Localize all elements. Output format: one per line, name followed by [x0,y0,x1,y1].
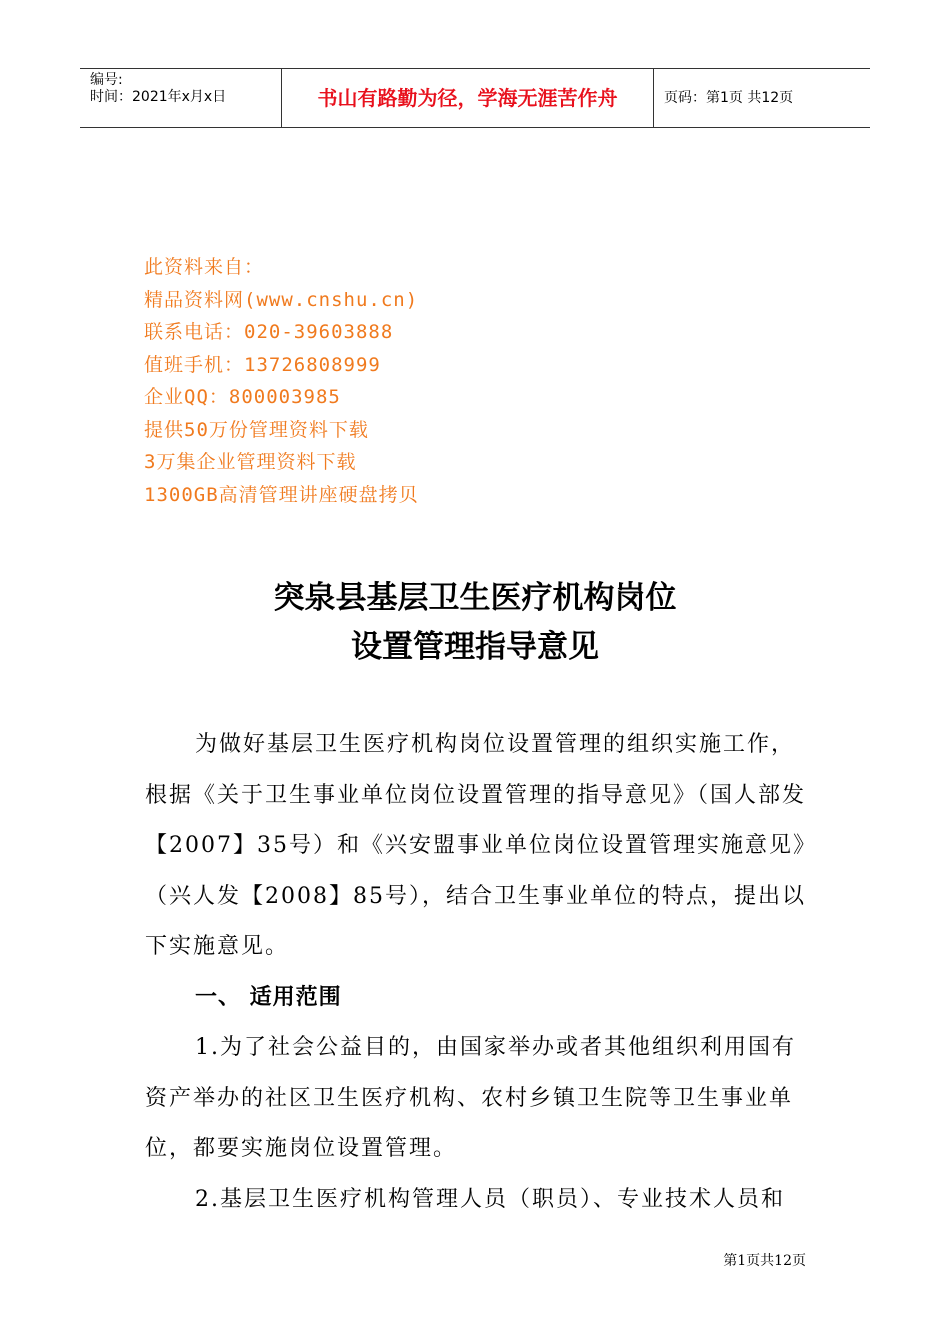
document-title-line2: 设置管理指导意见 [351,629,599,665]
ad-line-phone: 联系电话：020-39603888 [144,321,394,343]
serial-label: 编号: [90,72,123,88]
time-label: 时间：2021年x月x日 [90,89,227,105]
ad-line-mobile: 值班手机：13726808999 [144,353,381,376]
ad-line: 3万集企业管理资料下载 [144,451,357,473]
header-meta-cell [80,69,282,127]
ad-line: 此资料来自： [144,256,265,278]
header-motto: 书山有路勤为径，学海无涯苦作舟 [282,69,654,127]
intro-paragraph: 为做好基层卫生医疗机构岗位设置管理的组织实施工作，根据《关于卫生事业单位岗位设置管理的指导意见》（国人部发【2007】35号）和《兴安盟事业单位岗位设置管理实施意见》（兴人发【2008】85号），结合卫生事业单位的特点，提出以下实施意见。 [145,732,807,959]
footer-page-number: 第1页共12页 [723,1253,806,1269]
ad-line-website: 精品资料网(www.cnshu.cn) [144,288,419,311]
source-info-block [144,251,419,511]
ad-line: 1300GB高清管理讲座硬盘拷贝 [144,483,419,506]
document-header [80,68,870,128]
document-title-line1: 突泉县基层卫生医疗机构岗位 [273,580,677,616]
section-heading: 一、 适用范围 [195,984,342,1010]
header-page-number: 页码：第1页 共12页 [664,90,794,106]
ad-line: 提供50万份管理资料下载 [144,418,369,441]
list-item: 1.为了社会公益目的，由国家举办或者其他组织利用国有资产举办的社区卫生医疗机构、农村乡镇卫生院等卫生事业单位，都要实施岗位设置管理。 [145,1035,796,1161]
document-body [145,720,807,1225]
ad-line-qq: 企业QQ：800003985 [144,386,341,408]
list-item: 2.基层卫生医疗机构管理人员（职员）、专业技术人员和 [195,1186,785,1212]
